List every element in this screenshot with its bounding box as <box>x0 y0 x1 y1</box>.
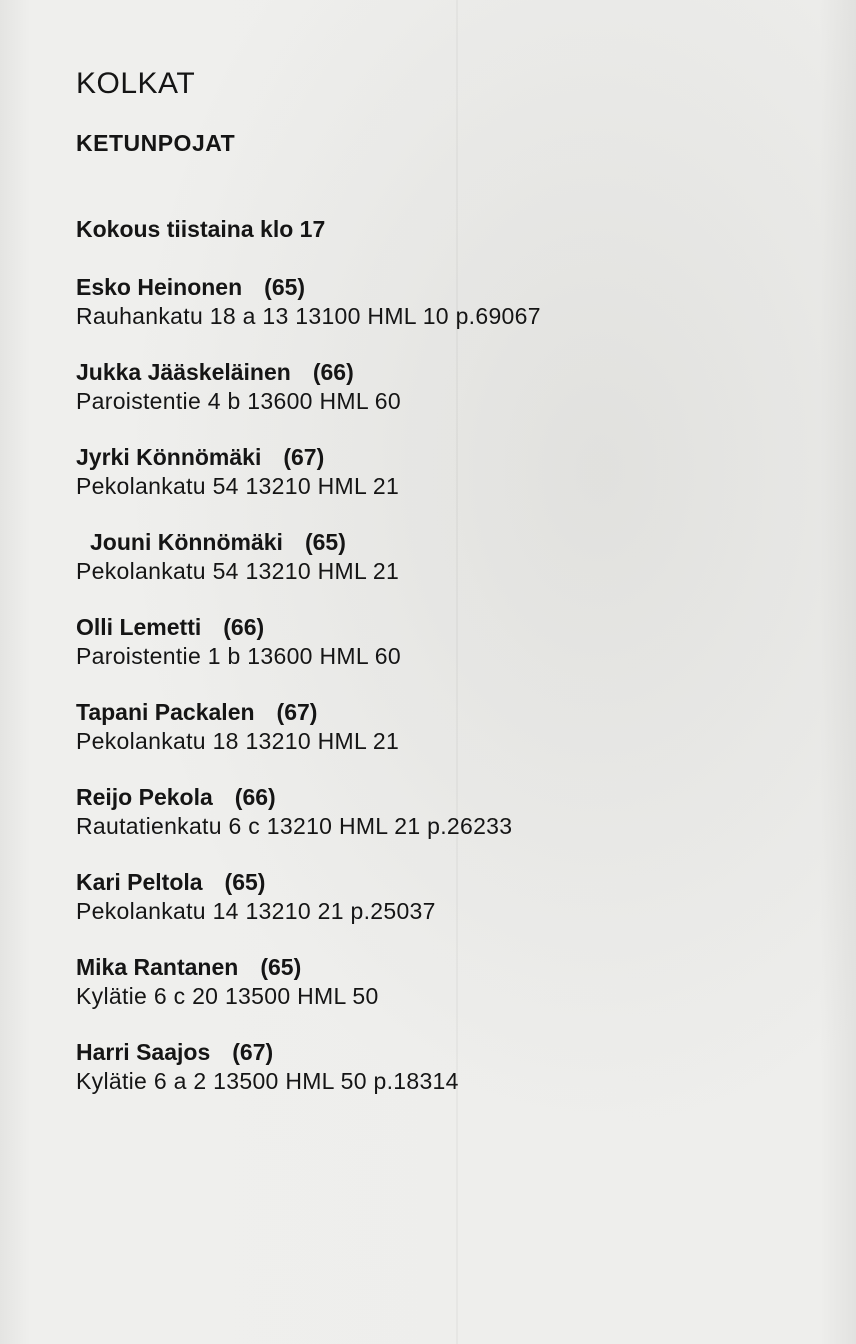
member-name-line <box>76 273 816 302</box>
member-name: Harri Saajos <box>76 1039 211 1065</box>
member-year: (67) <box>232 1039 274 1065</box>
member-name-line <box>76 953 816 982</box>
member-name: Jouni Könnömäki <box>90 529 283 555</box>
member-year: (66) <box>234 784 276 810</box>
roster-content <box>76 62 816 1123</box>
member-name-line <box>76 1038 816 1067</box>
member-year: (66) <box>312 359 354 385</box>
list-item <box>76 698 816 783</box>
member-year: (65) <box>224 869 266 895</box>
member-address: Rauhankatu 18 a 13 13100 HML 10 p.69067 <box>76 303 541 329</box>
list-item <box>76 783 816 868</box>
member-address: Paroistentie 1 b 13600 HML 60 <box>76 643 401 669</box>
list-item <box>76 613 816 698</box>
member-year: (67) <box>276 699 318 725</box>
member-name: Mika Rantanen <box>76 954 239 980</box>
list-item <box>76 358 816 443</box>
member-name-line <box>76 358 816 387</box>
member-name: Reijo Pekola <box>76 784 213 810</box>
list-item <box>76 1038 816 1123</box>
member-name: Esko Heinonen <box>76 274 243 300</box>
member-address: Kylätie 6 a 2 13500 HML 50 p.18314 <box>76 1068 459 1094</box>
member-name-line <box>76 868 816 897</box>
list-item <box>76 443 816 528</box>
meeting-time: Kokous tiistaina klo 17 <box>76 216 326 242</box>
member-name: Olli Lemetti <box>76 614 202 640</box>
member-address: Pekolankatu 14 13210 21 p.25037 <box>76 898 436 924</box>
member-year: (65) <box>304 529 346 555</box>
member-name-line <box>76 443 816 472</box>
member-address: Paroistentie 4 b 13600 HML 60 <box>76 388 401 414</box>
member-name: Jyrki Könnömäki <box>76 444 262 470</box>
member-name-line <box>76 698 816 727</box>
member-address: Kylätie 6 c 20 13500 HML 50 <box>76 983 379 1009</box>
page-title: KOLKAT <box>76 67 196 100</box>
list-item <box>76 273 816 358</box>
member-address: Pekolankatu 18 13210 HML 21 <box>76 728 400 754</box>
member-name: Kari Peltola <box>76 869 203 895</box>
member-year: (66) <box>223 614 265 640</box>
member-year: (65) <box>260 954 302 980</box>
member-address: Pekolankatu 54 13210 HML 21 <box>76 558 400 584</box>
list-item <box>76 528 816 613</box>
member-address: Rautatienkatu 6 c 13210 HML 21 p.26233 <box>76 813 513 839</box>
member-name-line <box>76 528 816 557</box>
list-item <box>76 868 816 953</box>
list-item <box>76 953 816 1038</box>
group-subtitle: KETUNPOJAT <box>76 130 236 156</box>
member-address: Pekolankatu 54 13210 HML 21 <box>76 473 400 499</box>
member-list <box>76 273 816 1123</box>
member-name: Tapani Packalen <box>76 699 255 725</box>
member-name-line <box>76 613 816 642</box>
member-year: (67) <box>283 444 325 470</box>
member-year: (65) <box>264 274 306 300</box>
member-name-line <box>76 783 816 812</box>
member-name: Jukka Jääskeläinen <box>76 359 291 385</box>
